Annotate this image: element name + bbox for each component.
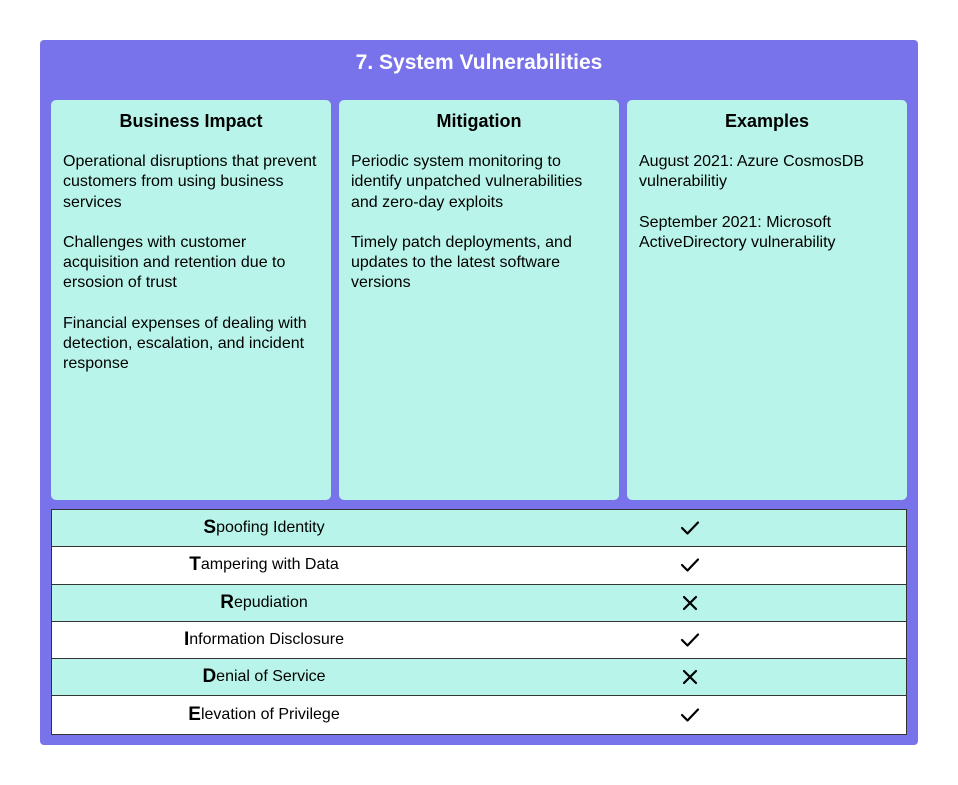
cross-icon <box>680 659 700 695</box>
vulnerabilities-panel <box>40 40 918 745</box>
stride-initial: T <box>189 554 201 576</box>
stride-label <box>52 696 476 733</box>
business-impact-card <box>51 100 331 500</box>
card-paragraph: Operational disruptions that prevent customers from using business services <box>63 153 317 211</box>
panel-title: 7. System Vulnerabilities <box>355 51 603 74</box>
card-paragraph: Financial expenses of dealing with detection, escalation, and incident response <box>63 314 307 373</box>
check-icon <box>680 510 700 546</box>
stride-label <box>52 547 476 583</box>
stride-row <box>52 547 906 584</box>
card-paragraph: August 2021: Azure CosmosDB vulnerabilitiy <box>639 153 865 191</box>
stride-rest: epudiation <box>233 593 308 611</box>
stride-initial: E <box>188 704 201 726</box>
card-heading: Business Impact <box>119 111 263 131</box>
stride-rest: levation of Privilege <box>200 706 340 724</box>
stride-row <box>52 622 906 659</box>
stride-rest: poofing Identity <box>216 519 325 537</box>
stride-rest: nformation Disclosure <box>189 631 344 649</box>
stride-table <box>51 509 907 735</box>
stride-row <box>52 510 906 547</box>
stride-rest: enial of Service <box>216 668 326 686</box>
stride-initial: R <box>220 591 234 613</box>
stride-label <box>52 659 476 695</box>
stride-row <box>52 659 906 696</box>
card-heading: Examples <box>724 111 810 131</box>
card-heading: Mitigation <box>436 111 522 131</box>
cross-icon <box>680 585 700 621</box>
check-icon <box>680 696 700 733</box>
stride-label <box>52 585 476 621</box>
stride-label <box>52 510 476 546</box>
stride-label <box>52 622 476 658</box>
stride-row <box>52 696 906 733</box>
stride-row <box>52 585 906 622</box>
mitigation-card <box>339 100 619 500</box>
stride-initial: I <box>183 629 190 651</box>
card-paragraph: Timely patch deployments, and updates to the latest software versions <box>351 233 572 292</box>
check-icon <box>680 547 700 583</box>
card-paragraph: Challenges with customer acquisition and retention due to ersosion of trust <box>63 233 286 292</box>
check-icon <box>680 622 700 658</box>
stride-initial: D <box>202 666 217 688</box>
stride-initial: S <box>203 517 217 539</box>
card-paragraph: September 2021: Microsoft ActiveDirectory vulnerability <box>639 213 836 251</box>
examples-card <box>627 100 907 500</box>
stride-rest: ampering with Data <box>200 556 339 574</box>
card-paragraph: Periodic system monitoring to identify unpatched vulnerabilities and zero-day exploits <box>351 153 583 211</box>
